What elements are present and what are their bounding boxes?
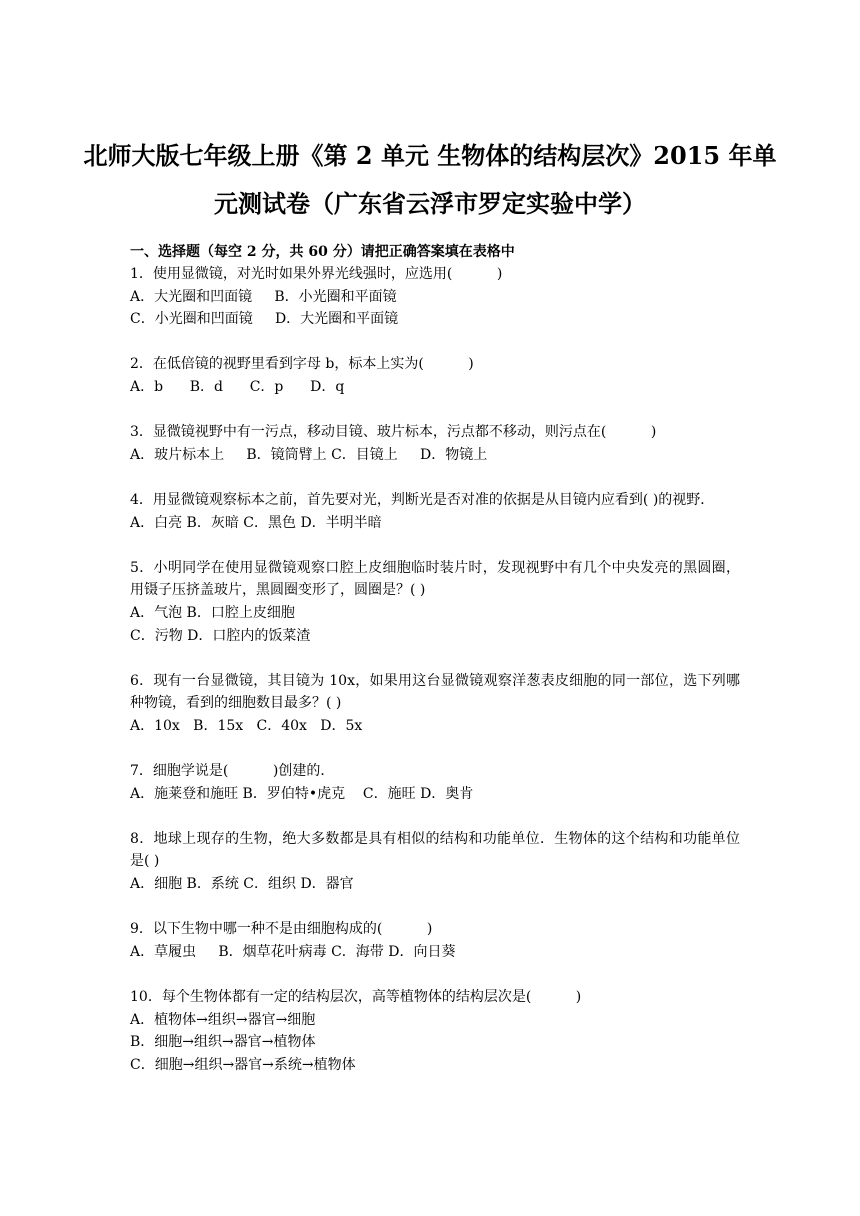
option-line: A．施莱登和施旺 B．罗伯特•虎克 C．施旺 D．奥肯 <box>130 785 474 802</box>
section-heading: 一、选择题（每空 2 分，共 60 分）请把正确答案填在表格中 <box>130 244 515 260</box>
question-10 <box>130 986 740 1076</box>
question-3 <box>130 421 740 466</box>
option-line: C．细胞→组织→器官→系统→植物体 <box>130 1056 356 1073</box>
question-list <box>130 263 740 1099</box>
question-9 <box>130 918 740 963</box>
question-8 <box>130 828 740 896</box>
option-line: A．植物体→组织→器官→细胞 <box>130 1011 316 1028</box>
option-line: A．气泡 B．口腔上皮细胞 <box>130 604 295 621</box>
question-stem: 9．以下生物中哪一种不是由细胞构成的( ) <box>130 921 433 938</box>
option-line: B．细胞→组织→器官→植物体 <box>130 1034 316 1051</box>
question-stem: 6．现有一台显微镜，其目镜为 10x，如果用这台显微镜观察洋葱表皮细胞的同一部位，选下列哪种物镜，看到的细胞数目最多？( ) <box>130 672 740 712</box>
question-stem: 1．使用显微镜，对光时如果外界光线强时，应选用( ) <box>130 266 503 282</box>
option-line: C．小光圈和凹面镜 D．大光圈和平面镜 <box>130 311 399 328</box>
document-title <box>80 132 780 228</box>
question-stem: 5．小明同学在使用显微镜观察口腔上皮细胞临时装片时，发现视野中有几个中央发亮的黑圆圈，用镊子压挤盖玻片，黑圆圈变形了，圆圈是？( ) <box>130 559 740 599</box>
question-stem: 10．每个生物体都有一定的结构层次，高等植物体的结构层次是( ) <box>130 989 582 1005</box>
question-6 <box>130 670 740 738</box>
option-line: A．大光圈和凹面镜 B．小光圈和平面镜 <box>130 288 397 305</box>
question-1 <box>130 263 740 331</box>
question-2 <box>130 353 740 398</box>
question-stem: 8．地球上现存的生物，绝大多数都是具有相似的结构和功能单位．生物体的这个结构和功能单位是( ) <box>130 830 740 870</box>
title-line-1: 北师大版七年级上册《第 2 单元 生物体的结构层次》2015 年单 <box>83 141 777 170</box>
title-line-2: 元测试卷（广东省云浮市罗定实验中学） <box>214 189 646 218</box>
option-line: A．玻片标本上 B．镜筒臂上 C．目镜上 D．物镜上 <box>130 446 488 463</box>
option-line: A．草履虫 B．烟草花叶病毒 C．海带 D．向日葵 <box>130 943 456 960</box>
question-stem: 3．显微镜视野中有一污点，移动目镜、玻片标本，污点都不移动，则污点在( ) <box>130 424 657 441</box>
question-stem: 7．细胞学说是( )创建的． <box>130 763 335 780</box>
option-line: A．b B．d C．p D．q <box>130 378 345 395</box>
option-line: A．10x B．15x C．40x D．5x <box>130 717 363 734</box>
question-4 <box>130 489 740 534</box>
option-line: A．细胞 B．系统 C．组织 D．器官 <box>130 876 354 893</box>
option-line: A．白亮 B．灰暗 C．黑色 D．半明半暗 <box>130 514 382 531</box>
question-5 <box>130 557 740 647</box>
question-7 <box>130 760 740 805</box>
question-stem: 4．用显微镜观察标本之前，首先要对光，判断光是否对准的依据是从目镜内应看到( )的视野． <box>130 491 715 508</box>
question-stem: 2．在低倍镜的视野里看到字母 b，标本上实为( ) <box>130 356 474 373</box>
option-line: C．污物 D．口腔内的饭菜渣 <box>130 627 311 644</box>
